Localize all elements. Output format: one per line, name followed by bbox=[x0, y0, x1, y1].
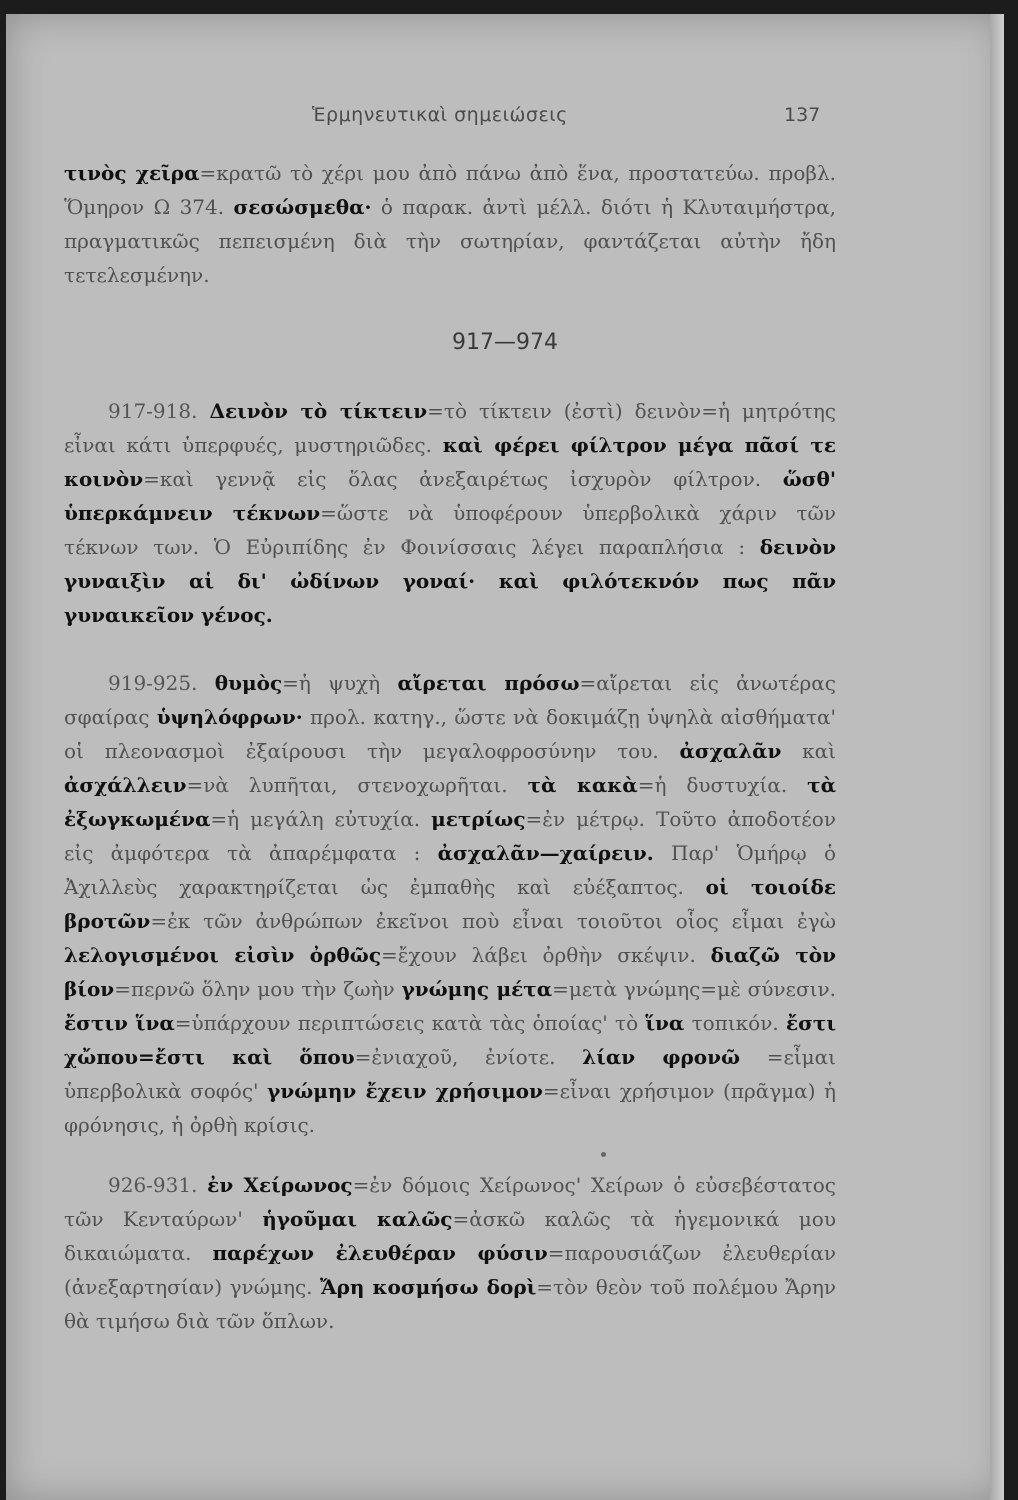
note-paragraph: 919-925. θυμὸς=ἡ ψυχὴ αἴρεται πρόσω=αἴρεται εἰς ἀνωτέρας σφαίρας ὑψηλόφρων· προλ. κατηγ., ὥστε νὰ δοκιμάζῃ ὑψηλὰ αἰσθήματα' οἱ πλεονασμοὶ ἐξαίρουσι τὴν μεγαλοφροσύνην του. ἀσχαλᾶν καὶ ἀσχάλλειν=νὰ λυπῆται, στενοχωρῆται. τὰ κακὰ=ἡ δυστυχία. τὰ ἐξωγκωμένα=ἡ μεγάλη εὐτυχία. μετρίως=ἐν μέτρῳ. Τοῦτο ἀποδοτέον εἰς ἀμφότερα τὰ ἀπαρέμφατα : ἀσχαλᾶν—χαίρειν. Παρ' Ὁμήρῳ ὁ Ἀχιλλεὺς χαρακτηρίζεται ὡς ἐμπαθὴς καὶ εὐέξαπτος. οἱ τοιοίδε βροτῶν=ἐκ τῶν ἀνθρώπων ἐκεῖνοι ποὺ εἶναι τοιοῦτοι οἷος εἶμαι ἐγὼ λελογισμένοι εἰσὶν ὀρθῶς=ἔχουν λάβει ὀρθὴν σκέψιν. διαζῶ τὸν βίον=περνῶ ὅλην μου τὴν ζωὴν γνώμης μέτα=μετὰ γνώμης=μὲ σύνεσιν. ἔστιν ἵνα=ὑπάρχουν περιπτώσεις κατὰ τὰς ὁποίας' τὸ ἵνα τοπικόν. ἔστι χὤπου=ἔστι καὶ ὅπου=ἐνιαχοῦ, ἐνίοτε. λίαν φρονῶ =εἶμαι ὑπερβολικὰ σοφός' γνώμην ἔχειν χρήσιμον=εἶναι χρήσιμον (πρᾶγμα) ἡ φρόνησις, ἡ ὀρθὴ κρίσις. bbox=[64, 671, 837, 1137]
lemma: οἱ τοιοίδε βροτῶν bbox=[64, 875, 836, 933]
intro-paragraph: τινὸς χεῖρα=κρατῶ τὸ χέρι μου ἀπὸ πάνω ἀπὸ ἕνα, προστατεύω. προβλ. Ὅμηρον Ω 374. σεσώσμεθα· ὁ παρακ. ἀντὶ μέλλ. διότι ἡ Κλυταιμήστρα, πραγματικῶς πεπεισμένη διὰ τὴν σωτηρίαν, φαντάζεται αὐτὴν ἤδη τετελεσμένην. bbox=[64, 161, 837, 287]
lemma: μετρίως bbox=[431, 807, 526, 831]
book-page bbox=[6, 14, 1004, 1500]
lemma: γνώμης μέτα bbox=[401, 977, 553, 1001]
lemma: παρέχων ἐλευθέραν φύσιν bbox=[212, 1241, 548, 1265]
note-paragraph: 926-931. ἐν Χείρωνος=ἐν δόμοις Χείρωνος' Χείρων ὁ εὐσεβέστατος τῶν Κενταύρων' ἡγοῦμαι καλῶς=ἀσκῶ καλῶς τὰ ἡγεμονικά μου δικαιώματα. παρέχων ἐλευθέραν φύσιν=παρουσιάζων ἐλευθερίαν (ἀνεξαρτησίαν) γνώμης. Ἄρη κοσμήσω δορὶ=τὸν θεὸν τοῦ πολέμου Ἄρην θὰ τιμήσω διὰ τῶν ὅπλων. bbox=[64, 1173, 837, 1333]
lemma: καὶ φέρει φίλτρον μέγα πᾶσί τε κοινὸν bbox=[64, 433, 837, 491]
note-paragraph: 917-918. Δεινὸν τὸ τίκτειν=τὸ τίκτειν (ἐστὶ) δεινὸν=ἡ μητρότης εἶναι κάτι ὑπερφυές, μυστηριῶδες. καὶ φέρει φίλτρον μέγα πᾶσί τε κοινὸν=καὶ γεννᾷ εἰς ὅλας ἀνεξαιρέτως ἰσχυρὸν φίλτρον. ὥσθ' ὑπερκάμνειν τέκνων=ὥστε νὰ ὑποφέρουν ὑπερβολικὰ χάριν τῶν τέκνων των. Ὁ Εὐριπίδης ἐν Φοινίσσαις λέγει παραπλήσια : δεινὸν γυναιξὶν αἱ δι' ὠδίνων γοναί· καὶ φιλότεκνόν πως πᾶν γυναικεῖον γένος. bbox=[64, 399, 837, 627]
lemma: σεσώσμεθα· bbox=[233, 195, 372, 219]
lemma: ὥσθ' ὑπερκάμνειν τέκνων bbox=[64, 467, 836, 525]
lemma: ἀσχαλᾶν—χαίρειν. bbox=[437, 841, 654, 865]
lemma: ἔστι χὤπου=ἔστι καὶ ὅπου bbox=[64, 1011, 837, 1069]
lemma: τὰ κακὰ bbox=[527, 773, 638, 797]
lemma: Ἄρη κοσμήσω δορὶ bbox=[320, 1275, 537, 1299]
page-number: 137 bbox=[784, 104, 821, 126]
lemma: ἵνα bbox=[645, 1011, 685, 1035]
page-gutter bbox=[990, 14, 1004, 1500]
note-919-925 bbox=[64, 666, 836, 1142]
lemma: λελογισμένοι εἰσὶν ὀρθῶς bbox=[64, 943, 381, 967]
lemma: αἴρεται πρόσω bbox=[397, 671, 580, 695]
lemma: Δεινὸν τὸ τίκτειν bbox=[209, 399, 428, 423]
note-917-918 bbox=[64, 394, 836, 632]
lemma: ἐν Χείρωνος bbox=[207, 1173, 353, 1197]
lemma: θυμὸς bbox=[214, 671, 283, 695]
lemma: ἔστιν ἵνα bbox=[64, 1011, 175, 1035]
lemma: ἀσχάλλειν bbox=[64, 773, 187, 797]
quotation: δεινὸν γυναιξὶν αἱ δι' ὠδίνων γοναί· καὶ φιλότεκνόν πως πᾶν γυναικεῖον γένος. bbox=[64, 535, 836, 627]
page-header bbox=[6, 104, 1004, 134]
section-heading: 917—974 bbox=[452, 330, 558, 355]
lemma: τινὸς χεῖρα bbox=[64, 161, 200, 185]
lemma: γνώμην ἔχειν χρήσιμον bbox=[267, 1079, 543, 1103]
lemma: ἡγοῦμαι καλῶς bbox=[262, 1207, 453, 1231]
intro-commentary bbox=[64, 156, 836, 292]
line-reference: 926-931. bbox=[108, 1173, 198, 1197]
lemma: ὑψηλόφρων· bbox=[156, 705, 303, 729]
note-926-931 bbox=[64, 1168, 836, 1338]
section-separator-dot bbox=[601, 1152, 606, 1157]
lemma: ἀσχαλᾶν bbox=[679, 739, 782, 763]
lemma: διαζῶ τὸν βίον bbox=[64, 943, 836, 1001]
line-reference: 919-925. bbox=[108, 671, 198, 695]
running-head: Ἑρμηνευτικαὶ σημειώσεις bbox=[312, 104, 568, 126]
lemma: τὰ ἐξωγκωμένα bbox=[64, 773, 837, 831]
line-reference: 917-918. bbox=[108, 399, 198, 423]
lemma: λίαν φρονῶ bbox=[582, 1045, 741, 1069]
